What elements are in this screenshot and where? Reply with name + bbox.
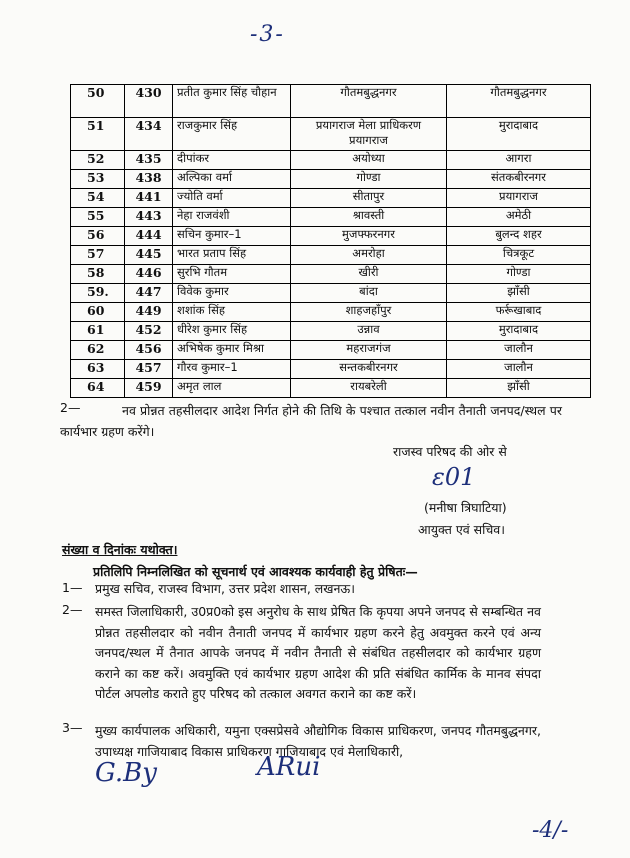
to-district-cell: गोण्डा [447, 265, 591, 284]
serial-number-cell: 56 [71, 227, 125, 246]
from-district-cell: प्रयागराज मेला प्राधिकरण प्रयागराज [291, 118, 447, 151]
from-district-cell: सीतापुर [291, 189, 447, 208]
copy-3-text: मुख्य कार्यपालक अधिकारी, यमुना एक्सप्रेसवे औद्योगिक विकास प्राधिकरण, जनपद गौतमबुद्धनगर, उपाध्यक्ष गाजियाबाद विकास प्राधिकरण गाजियाबाद एवं मेलाधिकारी, [95, 723, 541, 759]
code-cell: 457 [125, 360, 173, 379]
from-district-cell: गोण्डा [291, 170, 447, 189]
from-district-cell: अयोध्या [291, 151, 447, 170]
code-cell: 441 [125, 189, 173, 208]
code-cell: 443 [125, 208, 173, 227]
table-row [71, 246, 591, 265]
to-district-cell: गौतमबुद्धनगर [447, 85, 591, 118]
to-district-cell: अमेठी [447, 208, 591, 227]
signatory-name: (मनीषा त्रिघाटिया) [424, 500, 507, 515]
to-district-cell: जालौन [447, 341, 591, 360]
serial-number-cell: 54 [71, 189, 125, 208]
from-district-cell: रायबरेली [291, 379, 447, 398]
code-cell: 430 [125, 85, 173, 118]
para2-number: 2— [60, 400, 81, 415]
table-row [71, 284, 591, 303]
serial-number-cell: 57 [71, 246, 125, 265]
from-district-cell: सन्तकबीरनगर [291, 360, 447, 379]
name-cell: अमृत लाल [173, 379, 291, 398]
serial-number-cell: 55 [71, 208, 125, 227]
to-district-cell: संतकबीरनगर [447, 170, 591, 189]
serial-number-cell: 60 [71, 303, 125, 322]
table-row [71, 360, 591, 379]
name-cell: अल्पिका वर्मा [173, 170, 291, 189]
table-row [71, 189, 591, 208]
para2-text: नव प्रोन्नत तहसीलदार आदेश निर्गत होने की तिथि के पश्चात तत्काल नवीन तैनाती जनपद/स्थल पर कार्यभार ग्रहण करेंगे। [60, 403, 562, 439]
table-row [71, 118, 591, 151]
code-cell: 459 [125, 379, 173, 398]
table-row [71, 85, 591, 118]
code-cell: 449 [125, 303, 173, 322]
to-district-cell: मुरादाबाद [447, 322, 591, 341]
to-district-cell: जालौन [447, 360, 591, 379]
from-district-cell: खीरी [291, 265, 447, 284]
table-row [71, 151, 591, 170]
name-cell: ज्योति वर्मा [173, 189, 291, 208]
reference-line: संख्या व दिनांकः यथोक्त। [62, 542, 178, 557]
code-cell: 438 [125, 170, 173, 189]
serial-number-cell: 62 [71, 341, 125, 360]
to-district-cell: आगरा [447, 151, 591, 170]
transfer-table [70, 84, 591, 398]
from-district-cell: श्रावस्ती [291, 208, 447, 227]
from-district-cell: मुजफ्फरनगर [291, 227, 447, 246]
signatory-designation: आयुक्त एवं सचिव। [418, 522, 505, 537]
code-cell: 452 [125, 322, 173, 341]
copy-2-number: 2— [62, 602, 83, 617]
code-cell: 456 [125, 341, 173, 360]
table-row [71, 379, 591, 398]
serial-number-cell: 50 [71, 85, 125, 118]
serial-number-cell: 58 [71, 265, 125, 284]
table-row [71, 265, 591, 284]
code-cell: 447 [125, 284, 173, 303]
name-cell: दीपांकर [173, 151, 291, 170]
copy-heading: प्रतिलिपि निम्नलिखित को सूचनार्थ एवं आवश्यक कार्यवाही हेतु प्रेषितः— [93, 564, 418, 579]
serial-number-cell: 63 [71, 360, 125, 379]
page-number-top: -3- [250, 22, 285, 47]
page-number-bottom: -4/- [532, 818, 569, 843]
copy-3-number: 3— [62, 720, 83, 735]
from-district-cell: उन्नाव [291, 322, 447, 341]
to-district-cell: बुलन्द शहर [447, 227, 591, 246]
copy-2-text: समस्त जिलाधिकारी, उ0प्र0को इस अनुरोध के साथ प्रेषित कि कृपया अपने जनपद से सम्बन्धित नव प्रोन्नत तहसीलदार को नवीन तैनाती जनपद में कार्यभार ग्रहण करने हेतु अवमुक्त करने एवं अन्य जनपद/स्थल में तैनात आपके जनपद में नवीन तैनाती से संबंधित तहसीलदार को कार्यभार ग्रहण कराने का कष्ट करें। अवमुक्ति एवं कार्यभार ग्रहण आदेश की प्रति संबंधित कार्मिक के मानव संपदा पोर्टल अपलोड कराते हुए परिषद को तत्काल अवगत कराने का कष्ट करें। [95, 604, 541, 701]
serial-number-cell: 59. [71, 284, 125, 303]
table-row [71, 303, 591, 322]
name-cell: राजकुमार सिंह [173, 118, 291, 151]
code-cell: 444 [125, 227, 173, 246]
to-district-cell: प्रयागराज [447, 189, 591, 208]
serial-number-cell: 61 [71, 322, 125, 341]
serial-number-cell: 51 [71, 118, 125, 151]
name-cell: सुरभि गौतम [173, 265, 291, 284]
table-row [71, 208, 591, 227]
name-cell: गौरव कुमार–1 [173, 360, 291, 379]
to-district-cell: फर्रूखाबाद [447, 303, 591, 322]
copy-1-text: प्रमुख सचिव, राजस्व विभाग, उत्तर प्रदेश शासन, लखनऊ। [95, 581, 355, 596]
name-cell: सचिन कुमार–1 [173, 227, 291, 246]
serial-number-cell: 53 [71, 170, 125, 189]
serial-number-cell: 64 [71, 379, 125, 398]
name-cell: नेहा राजवंशी [173, 208, 291, 227]
to-district-cell: चित्रकूट [447, 246, 591, 265]
table-row [71, 170, 591, 189]
initial-signature-1: G.By [95, 758, 157, 788]
to-district-cell: झाँसी [447, 284, 591, 303]
from-district-cell: गौतमबुद्धनगर [291, 85, 447, 118]
code-cell: 434 [125, 118, 173, 151]
code-cell: 446 [125, 265, 173, 284]
name-cell: धीरेश कुमार सिंह [173, 322, 291, 341]
name-cell: अभिषेक कुमार मिश्रा [173, 341, 291, 360]
table-row [71, 322, 591, 341]
code-cell: 445 [125, 246, 173, 265]
copy-1-number: 1— [62, 580, 83, 595]
from-district-cell: शाहजहाँपुर [291, 303, 447, 322]
initial-signature-2: ARui [257, 752, 321, 782]
on-behalf-line: राजस्व परिषद की ओर से [393, 444, 507, 459]
serial-number-cell: 52 [71, 151, 125, 170]
name-cell: शशांक सिंह [173, 303, 291, 322]
from-district-cell: अमरोहा [291, 246, 447, 265]
name-cell: प्रतीत कुमार सिंह चौहान [173, 85, 291, 118]
to-district-cell: मुरादाबाद [447, 118, 591, 151]
code-cell: 435 [125, 151, 173, 170]
signature: ε01 [432, 463, 476, 491]
table-row [71, 341, 591, 360]
from-district-cell: महराजगंज [291, 341, 447, 360]
table-row [71, 227, 591, 246]
to-district-cell: झाँसी [447, 379, 591, 398]
from-district-cell: बांदा [291, 284, 447, 303]
name-cell: भारत प्रताप सिंह [173, 246, 291, 265]
name-cell: विवेक कुमार [173, 284, 291, 303]
